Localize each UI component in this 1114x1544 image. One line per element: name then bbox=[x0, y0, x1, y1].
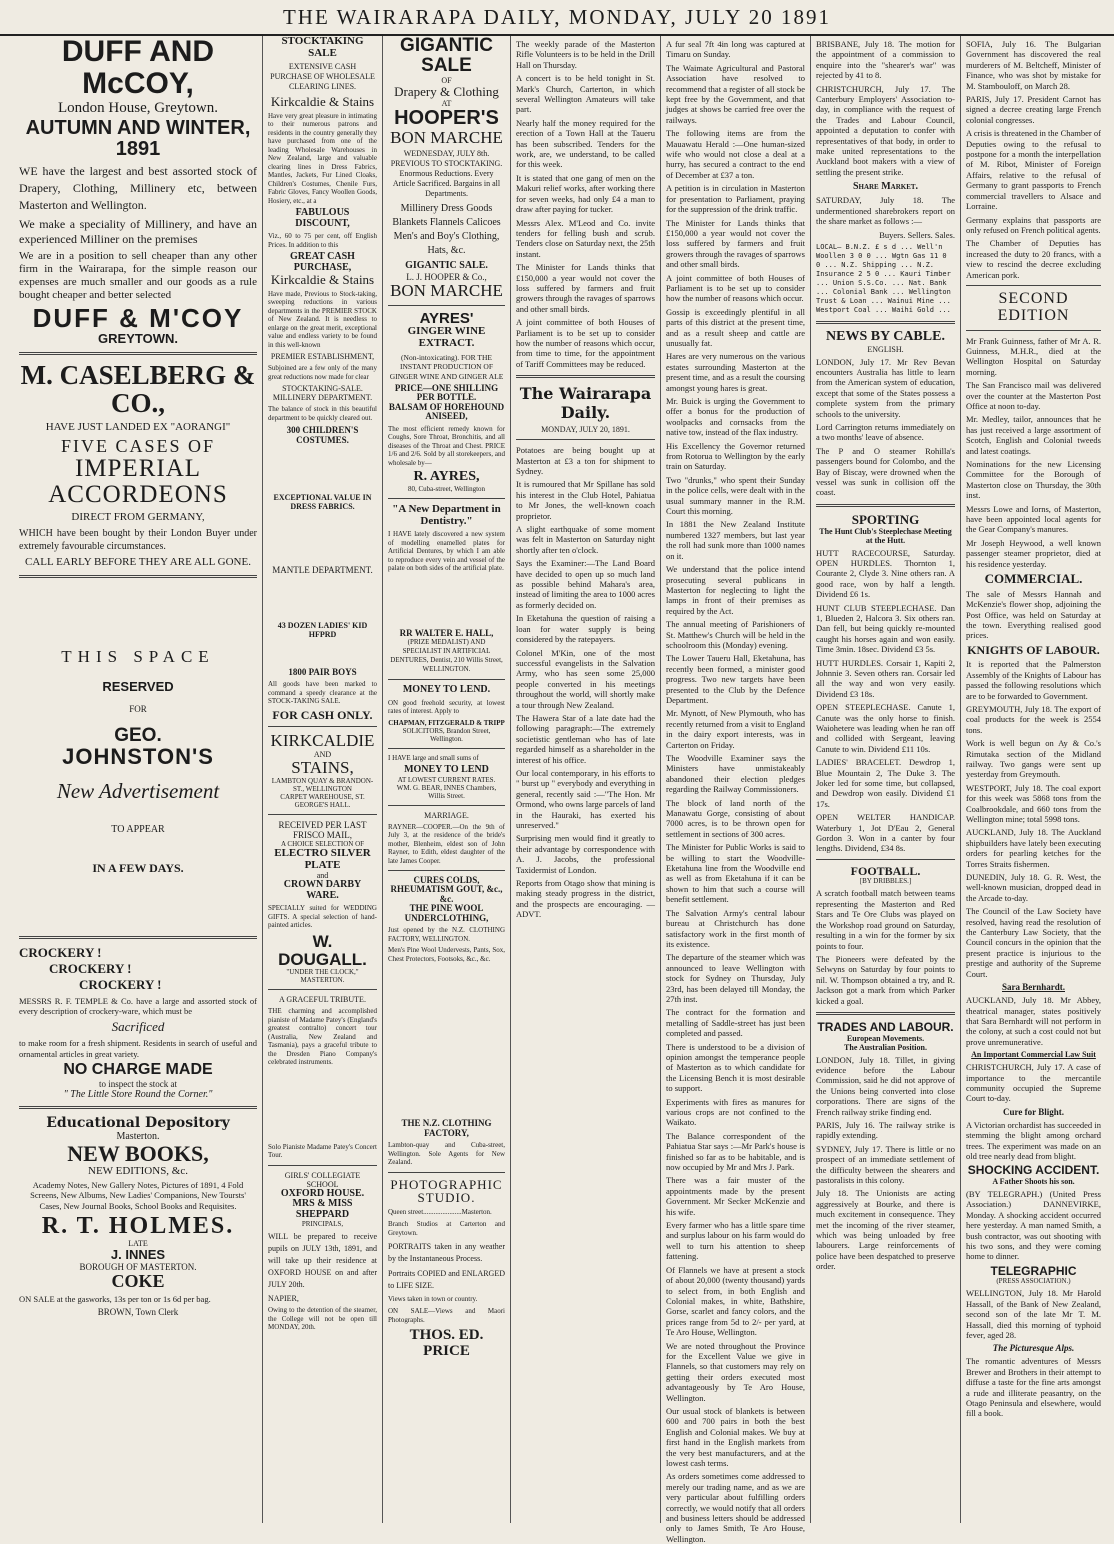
sara-bernhardt: Sara Bernhardt. bbox=[1002, 982, 1065, 993]
oxford-house: OXFORD HOUSE. bbox=[280, 1187, 365, 1199]
gigantic-sale-2: GIGANTIC SALE. bbox=[405, 260, 488, 272]
collegiate: GIRLS' COLLEGIATE SCHOOL bbox=[284, 1170, 361, 1189]
kirkcaldie-heading-1: Kirkcaldie & Stains bbox=[270, 94, 375, 110]
news-paragraph: LONDON, July 17. Mr Rev Bevan encounters Australia has little to learn from the American system of education, except that some of the States possess a complete system from the primary schools to the university. bbox=[816, 356, 955, 419]
divider bbox=[268, 814, 377, 815]
column-1 bbox=[14, 36, 262, 1523]
childrens-costumes: 300 CHILDREN'S COSTUMES. bbox=[286, 425, 359, 446]
divider bbox=[19, 936, 257, 939]
news-paragraph: There was a fair muster of the appointments made by the present Government. Mr Secker McKenzie and his wife. bbox=[666, 1175, 805, 1217]
ginger-text: (Non-intoxicating). FOR THE INSTANT PRODUCTION OF GINGER WINE AND GINGER ALE bbox=[389, 352, 504, 381]
no-charge: NO CHARGE MADE bbox=[63, 1061, 213, 1079]
portraits-copied: Portraits COPIED and ENLARGED to LIFE SIZE. bbox=[388, 1268, 505, 1290]
column-2 bbox=[262, 36, 382, 1523]
price: THOS. ED. PRICE bbox=[409, 1326, 484, 1359]
news-paragraph: A scratch football match between teams representing the Masterton and Red Stars and Te Ore Clubs was played on the Workshop road ground on Saturday, resulting in a win for the former by six points to four. bbox=[816, 888, 955, 951]
news-paragraph: A fur seal 7ft 4in long was captured at Timaru on Sunday. bbox=[666, 39, 805, 60]
news-paragraph: Says the Examiner:—The Land Board have decided to open up so much land as possible behind Mahara's area, instead of limiting the area to 1000 acres as formerly decided on. bbox=[516, 558, 655, 610]
at-label: AT bbox=[441, 98, 452, 108]
maori-photos: ON SALE—Views and Maori Photographs. bbox=[388, 1306, 505, 1324]
gigantic-sale: GIGANTIC SALE bbox=[400, 35, 493, 76]
second-edition: SECOND EDITION bbox=[997, 289, 1070, 324]
commercial-law-suit: An Important Commercial Law Suit bbox=[971, 1050, 1096, 1060]
divider bbox=[388, 1172, 505, 1173]
divider bbox=[388, 870, 505, 871]
news-paragraph: The P and O steamer Rohilla's passengers bound for Colombo, and the Bay of Biscay, were drowned when the vessel was sunk in collision off the coast. bbox=[816, 445, 955, 498]
divider bbox=[966, 285, 1101, 286]
news-paragraph: A slight earthquake of some moment was felt in Masterton on Saturday night shortly after ten o'clock. bbox=[516, 524, 655, 555]
news-paragraph: A joint committee of both Houses of Parliament is to be set up to consider how the number of reasons which occur. bbox=[666, 272, 805, 304]
johnston-label: JOHNSTON'S bbox=[62, 744, 214, 770]
books-list: Academy Notes, New Gallery Notes, Pictures of 1891, 4 Fold Screens, New Albums, New Ladies' Companions, New Toursts' Cases, New Journal Books, School Books and Requisites. bbox=[30, 1180, 246, 1211]
commercial: COMMERCIAL. bbox=[984, 571, 1083, 587]
patey-text: Solo Pianiste Madame Patey's Concert Tour. bbox=[268, 1142, 377, 1160]
share-columns: Buyers. Sellers. Sales. bbox=[879, 229, 955, 240]
stocktaking-heading: STOCKTAKING SALE bbox=[281, 35, 364, 59]
holmes-late: LATE bbox=[128, 1239, 148, 1249]
column-7 bbox=[960, 36, 1106, 1523]
news-paragraph: The departure of the steamer which was announced to leave Wellington with stock for Sydney on Thursday, July 23rd, has been delayed till Monday, the 27th inst. bbox=[666, 952, 805, 1004]
new-books: NEW BOOKS, bbox=[67, 1140, 209, 1166]
photographic: PHOTOGRAPHIC STUDIO. bbox=[390, 1176, 503, 1206]
drapery-clothing: Drapery & Clothing bbox=[394, 83, 499, 99]
crockery-2: CROCKERY ! bbox=[49, 960, 132, 976]
news-by-cable: NEWS BY CABLE. bbox=[826, 328, 945, 344]
news-paragraph: The block of land north of the Manawatu Gorge, consisting of about 7000 acres, is to be thrown open for settlement in sections of 300 acres. bbox=[666, 797, 805, 839]
news-paragraph: It is reported that the Palmerston Assembly of the Knights of Labour has passed the following resolutions which are to be forwarded to Government. bbox=[966, 659, 1101, 701]
divider bbox=[388, 805, 505, 806]
cash-only: FOR CASH ONLY. bbox=[272, 707, 373, 722]
large-sums: I HAVE large and small sums of bbox=[388, 753, 479, 762]
divider bbox=[816, 1012, 955, 1015]
news-paragraph: Nominations for the new Licensing Committee for the Borough of Masterton close on Thursday, the 30th inst. bbox=[966, 459, 1101, 501]
napier: NAPIER, bbox=[268, 1294, 299, 1304]
news-paragraph: The annual meeting of Parishioners of St. Matthew's Church will be held in the schoolroom this (Monday) evening. bbox=[666, 619, 805, 650]
divider bbox=[516, 439, 655, 440]
balsam: BALSAM OF HOREHOUND ANISEED, bbox=[388, 401, 505, 422]
town-clerk: BROWN, Town Clerk bbox=[97, 1307, 179, 1318]
hunt-club: The Hunt Club's Steeplechase Meeting at the Hutt. bbox=[819, 526, 952, 545]
ayres: AYRES' bbox=[419, 309, 474, 327]
news-paragraph: There is understood to be a division of opinion amongst the temperance people of Masterton as to which candidate for the Licensing Bench it is most desirable to support. bbox=[666, 1041, 805, 1094]
dribbles: [BY DRIBBLES.] bbox=[859, 877, 912, 886]
news-paragraph: In 1881 the New Zealand Institute numbered 1327 members, but last year the roll had sunk more than 1000 names on it. bbox=[666, 519, 805, 561]
hooper-co: L. J. HOOPER & Co., bbox=[406, 271, 487, 282]
dentistry-text: I HAVE lately discovered a new system of modelling enamelled plates for Artificial Dentures, by which I am able to reproduce every vein and vessel of the palate on both sides of the artificial plate. bbox=[388, 530, 505, 573]
mantle-dept: MANTLE DEPARTMENT. bbox=[272, 565, 373, 576]
divider bbox=[388, 305, 505, 306]
money-to-lend-2: MONEY TO LEND bbox=[404, 764, 489, 776]
money-to-lend: MONEY TO LEND. bbox=[402, 684, 491, 696]
walter-hall-sub: (PRIZE MEDALIST) AND SPECIALIST IN ARTIFICIAL DENTURES, Dentist, 210 Willis Street, WELLINGTON. bbox=[390, 638, 503, 674]
news-paragraph: The following items are from the Mauawatu Herald :—One human-sized wife who would not close a deal at a hurry, has secured a contract to the end of December at £37 a ton. bbox=[666, 128, 805, 180]
kirkcaldie-heading-2: Kirkcaldie & Stains bbox=[270, 272, 375, 288]
dougall: W. DOUGALL. bbox=[278, 931, 367, 969]
crockery-3: CROCKERY ! bbox=[79, 976, 162, 992]
five-cases: FIVE CASES OF bbox=[60, 435, 216, 456]
cuba-street: 80, Cuba-street, Wellington bbox=[407, 484, 486, 493]
dentistry: "A New Department in Dentistry." bbox=[392, 502, 501, 527]
news-paragraph: A crisis is threatened in the Chamber of Deputies owing to the refusal to postpone for a month the interpellation of M. Ribot, Minister of Foreign Affairs, relative to the refusal of Germany to grant passports to French commercial travellers to Alsace and Lorraine. bbox=[966, 128, 1101, 212]
news-paragraph: HUNT CLUB STEEPLECHASE. Dan 1, Blueden 2, Halcora 3. Six others ran. Dan fell, but being quickly re-mounted caught his horses again and won easily. Time 3min. 18sec. Dividend £3 5s. bbox=[816, 602, 955, 655]
and-label: and bbox=[316, 871, 329, 881]
column-4 bbox=[510, 36, 660, 1523]
premier-establishment: PREMIER ESTABLISHMENT, bbox=[270, 352, 375, 362]
divider bbox=[816, 504, 955, 507]
news-paragraph: SYDNEY, July 17. There is little or no prospect of an immediate settlement of the difficulty between the shearers and pastoralists in this colony. bbox=[816, 1143, 955, 1186]
kirkcaldie-text-1: Have very great pleasure in intimating to their numerous patrons and residents in the country generally they have purchased from one of the leading Wholesale Warehouses in New Zealand, large and valuable clearing lines in Dress Fabrics, Mantles, Jackets, Fur Lined Cloaks, Children's Costumes, Chenile Furs, Fabric Gloves, Fancy Woollen Goods, Hosiery, etc., at a bbox=[268, 111, 377, 205]
news-paragraph: Work is well begun on Ay & Co.'s Rimutaka section of the Midland railway. Two gangs were sent up yesterday from Greymouth. bbox=[966, 738, 1101, 780]
news-paragraph: July 18. The Unionists are acting aggressively at Bourke, and there is much excitement in consequence. They met the incoming of the river steamer, which was being unloaded by free labourers. Large reinforcements of police have been despatched to preserve order. bbox=[816, 1188, 955, 1272]
caselberg-text: WHICH have been bought by their London Buyer under extremely favourable circumstances. bbox=[19, 528, 257, 553]
ladies-kid: 43 DOZEN LADIES' KID HFPRD bbox=[277, 621, 368, 640]
cures-colds: CURES COLDS, RHEUMATISM GOUT, &c., &c. bbox=[390, 875, 503, 904]
news-paragraph: We understand that the police intend prosecuting several publicans in Masterton for neglecting to light the lamps in front of their premises as required by the Act. bbox=[666, 564, 805, 616]
call-early: CALL EARLY BEFORE THEY ARE ALL GONE. bbox=[25, 556, 251, 569]
news-paragraph: DUNEDIN, July 18. G. R. West, the well-known musician, dropped dead in the Arcade to-day. bbox=[966, 872, 1101, 903]
news-paragraph: PARIS, July 17. President Carnot has signed a decree creating large French colonial congresses. bbox=[966, 94, 1101, 125]
views: Views taken in town or country. bbox=[388, 1294, 478, 1303]
hoopers: HOOPER'S bbox=[394, 106, 499, 129]
news-paragraph: Surprising men would find it greatly to their advantage by correspondence with A. J. Jacobs, the professional Taxidermist of London. bbox=[516, 833, 655, 875]
duff-mccoy-signature: DUFF & M'COY bbox=[32, 303, 244, 333]
principals: PRINCIPALS, bbox=[301, 1220, 344, 1229]
masthead bbox=[0, 0, 1114, 36]
lowest-rates: AT LOWEST CURRENT RATES. bbox=[397, 775, 496, 784]
telegraphic: TELEGRAPHIC bbox=[990, 1263, 1077, 1278]
duff-mccoy-text-2: We make a speciality of Millinery, and have an experienced Milliner on the premises bbox=[19, 217, 257, 246]
knights-labour: KNIGHTS OF LABOUR. bbox=[967, 642, 1100, 657]
duff-mccoy-text-3: We are in a position to sell cheaper than any other firm in the Wairarapa, for the simple reason our expenses are much smaller and our goods as a rule bought cheaper and better selected bbox=[19, 250, 257, 301]
lambton-quay: LAMBTON QUAY & BRANDON-ST., WELLINGTON bbox=[271, 777, 374, 794]
news-paragraph: GREYMOUTH, July 18. The export of coal products for the week is 2554 tons. bbox=[966, 703, 1101, 735]
news-paragraph: The Minister for Lands thinks that £150,000 a year would not cover the loss suffered by farmers and fruit growers through the ravages of sparrows and other small birds. bbox=[516, 262, 655, 314]
news-paragraph: We are noted throughout the Province for the Excellent Value we give in Flannels, so that customers may rely on getting their orders executed most advantageously by Te Aro House, Wellington. bbox=[666, 1340, 805, 1403]
news-paragraph: As orders sometimes come addressed to merely our trading name, and as we are very particular about fulfilling orders correctly, we would notify that all orders and business letters should be addressed only to James Smith, Te Aro House, Wellington. bbox=[666, 1471, 805, 1544]
column-5 bbox=[660, 36, 810, 1544]
news-paragraph: LADIES' BRACELET. Dewdrop 1, Blue Mountain 2, The Duke 3. The Joker led for some time, but collapsed, and Dewdrop won easily. Dividend £1 17s. bbox=[816, 757, 955, 809]
news-paragraph: Hares are very numerous on the various estates surrounding Masterton at the present time, and as a result the coursing amongst young hares is great. bbox=[666, 351, 805, 393]
filler-text bbox=[268, 642, 377, 664]
in-few-days: IN A FEW DAYS. bbox=[92, 860, 184, 875]
shocking-accident: SHOCKING ACCIDENT. bbox=[967, 1163, 1100, 1178]
borough: BOROUGH OF MASTERTON. bbox=[79, 1262, 197, 1273]
crockery-1: CROCKERY ! bbox=[19, 944, 102, 960]
news-paragraph: The Chamber of Deputies has increased the duty to 20 francs, with a view to rescind the decree excluding American pork. bbox=[966, 238, 1101, 280]
news-paragraph: Every farmer who has a little spare time and surplus labour on his farm would do well to turn his attention to sheep fattening. bbox=[666, 1220, 805, 1262]
trades-labour: TRADES AND LABOUR. bbox=[817, 1019, 954, 1034]
bear: WM. G. BEAR, INNES Chambers, Willis Street. bbox=[396, 783, 497, 800]
balsam-text: The most efficient remedy known for Coughs, Sore Throat, Bronchitis, and all diseases of the Throat and Chest. PRICE 1/6 and 2/6. Sold by all storekeepers, and wholesale by— bbox=[388, 424, 505, 467]
news-paragraph: CHRISTCHURCH, July 17. A case of importance to the mercantile community occupied the Supreme Court to-day. bbox=[966, 1062, 1101, 1104]
news-paragraph: WESTPORT, July 18. The coal export for this week was 5868 tons from the Coalbrookdale, and 660 tons from the Wellington mine; total 5998 tons. bbox=[966, 782, 1101, 825]
share-market-heading: Share Market. bbox=[852, 181, 919, 193]
kirkcaldie-text-3: Have made, Previous to Stock-taking, sweeping reductions in various departments in the PREMIER STOCK of New Zealand. It is needless to enlarge on the great merit, exceptional value and endless variety to be found in this well-known bbox=[268, 289, 377, 349]
divider bbox=[388, 679, 505, 680]
millinery-text: The balance of stock in this beautiful department to be quickly cleared out. bbox=[268, 405, 377, 422]
carpet-warehouse: CARPET WAREHOUSE, ST. GEORGE'S HALL. bbox=[280, 793, 365, 810]
reserved: RESERVED bbox=[102, 678, 174, 694]
temple-text: MESSRS R. F. TEMPLE & Co. have a large and assorted stock of every description of crockery-ware, which must be bbox=[19, 995, 257, 1016]
hooper-list: Millinery Dress Goods Blankets Flannels Calicoes Men's and Boy's Clothing, Hats, &c. bbox=[392, 203, 501, 257]
news-paragraph: Mr. Buick is urging the Government to offer a bonus for the production of woolpacks and cornsacks from the native tow, instead of the flax industry. bbox=[666, 396, 805, 438]
chapman: CHAPMAN, FITZGERALD & TRIPP bbox=[388, 718, 505, 727]
news-paragraph: Lord Carrington returns immediately on a two months' leave of absence. bbox=[816, 422, 955, 443]
editorial-date: MONDAY, JULY 20, 1891. bbox=[541, 425, 630, 435]
father-shoots: A Father Shoots his son. bbox=[992, 1176, 1075, 1186]
kirkcaldie-text-4: Subjoined are a few only of the many great reductions now made for clear bbox=[268, 364, 377, 381]
nz-clothing-factory: THE N.Z. CLOTHING FACTORY, bbox=[401, 1118, 492, 1138]
football: FOOTBALL. bbox=[850, 863, 921, 878]
news-paragraph: Colonel M'Kin, one of the most successful evangelists in the Salvation Army, who has seen some 25,000 people converted in his meetings throughout the world, will shortly make a tour through New Zealand. bbox=[516, 647, 655, 710]
news-paragraph: In Eketahuna the question of raising a loan for water supply is being considered by the ratepayers. bbox=[516, 613, 655, 645]
stocktaking-sale: STOCKTAKING-SALE. bbox=[282, 384, 363, 394]
crown-darby: CROWN DARBY WARE. bbox=[283, 879, 362, 901]
duff-mccoy-heading: DUFF AND McCOY, bbox=[61, 35, 215, 100]
r-ayres: R. AYRES, bbox=[413, 469, 480, 485]
share-table: LOCAL— B.N.Z. £ s d ... Well'n Woollen 3 0 0 ... Wgtn Gas 11 0 0 ... N.Z. Shipping ... N.Z. Insurance 2 5 0 ... Kauri Timber ... Union S.S.Co. ... Nat. Bank ... Colonial Bank ... Wellington Trust & Loan ... Wainui Mine ... Westport Coal ... Waihi Gold ... bbox=[816, 242, 951, 314]
news-paragraph: The Woodville Examiner says the Ministers have unmistakeably abandoned their election pledges regarding the Railway Commissioners. bbox=[666, 753, 805, 795]
under-clock: "UNDER THE CLOCK," MASTERTON. bbox=[286, 968, 359, 985]
graceful-tribute: A GRACEFUL TRIBUTE. bbox=[279, 995, 366, 1005]
accordeons-heading: IMPERIAL ACCORDEONS bbox=[48, 454, 228, 508]
news-paragraph: Of Flannels we have at present a stock of about 20,000 (twenty thousand) yards to select from, in both English and Colonial makes, in white, Bathshire, Gorse, scarlet and fancy colors, and the prices range from 5d to 2/- per yard, at Te Aro House, Wellington. bbox=[666, 1264, 805, 1338]
cure-blight: Cure for Blight. bbox=[1003, 1106, 1064, 1117]
columns bbox=[14, 35, 1106, 1544]
news-paragraph: The Minister for Lands thinks that £150,000 a year would not cover the loss suffered by farmers and fruit growers through the ravages of sparrows and other small birds. bbox=[666, 217, 805, 270]
innes: J. INNES bbox=[110, 1247, 166, 1263]
duff-mccoy-text-1: WE have the largest and best assorted stock of Drapery, Clothing, Millinery etc, between Masterton and Wellington. bbox=[19, 164, 257, 212]
kirkcaldie-big: KIRKCALDIE bbox=[270, 731, 375, 751]
ginger-wine: GINGER WINE EXTRACT. bbox=[407, 325, 486, 349]
masthead-title: THE WAIRARAPA DAILY, MONDAY, JULY 20 1891 bbox=[282, 5, 832, 29]
filler-text bbox=[268, 1070, 377, 1140]
news-paragraph: The sale of Messrs Hannah and McKenzie's flower shop, adjoining the Post Office, was held on Saturday at the town. Everything realised good prices. bbox=[966, 588, 1101, 641]
fabulous-discount: FABULOUS DISCOUNT, bbox=[295, 207, 350, 229]
divider bbox=[516, 375, 655, 378]
money-text: ON good freehold security, at lowest rates of interest. Apply to bbox=[388, 698, 505, 716]
kirkcaldie-text-2: Viz., 60 to 75 per cent, off English Prices. In addition to this bbox=[268, 232, 377, 249]
bon-marche: BON MARCHE bbox=[390, 127, 503, 147]
news-paragraph: Gossip is exceedingly plentiful in all parts of this district at the present time, and as a result sheep and cattle are unusually fat. bbox=[666, 306, 805, 348]
share-market-intro: SATURDAY, July 18. The undermentioned sharebrokers report on the share market as follows :— bbox=[816, 195, 955, 227]
branch-studios: Branch Studios at Carterton and Greytown. bbox=[388, 1219, 505, 1237]
divider bbox=[19, 352, 257, 355]
news-paragraph: PARIS, July 16. The railway strike is rapidly extending. bbox=[816, 1119, 955, 1141]
news-paragraph: Messrs Lowe and Iorns, of Masterton, have been appointed local agents for the Gear Company's manures. bbox=[966, 503, 1101, 535]
direct-germany: DIRECT FROM GERMANY, bbox=[71, 511, 205, 524]
dress-fabrics: EXCEPTIONAL VALUE IN DRESS FABRICS. bbox=[273, 493, 372, 512]
news-paragraph: A joint committee of both Houses of Parliament is to be set up to consider how the number of reasons which occur, from time to time, for the appointment of Tariff Committees may be reduced. bbox=[516, 317, 655, 369]
kirkcaldie-and: AND bbox=[313, 750, 332, 760]
news-paragraph: The Council of the Law Society have resolved, having read the resolution of the Canterbury Law Society, that the Council concurs in the opinion that the present practice is injurious to the prestige and authority of the Supreme Court. bbox=[966, 906, 1101, 979]
news-paragraph: A petition is in circulation in Masterton for presentation to Parliament, praying for the suppression of the drink traffic. bbox=[666, 183, 805, 215]
news-paragraph: OPEN WELTER HANDICAP. Waterbury 1, Jot D'Eau 2, General Gordon 3. Won in a canter by four lengths. Dividend, £34 8s. bbox=[816, 812, 955, 854]
hooper-text: WEDNESDAY, JULY 8th. PREVIOUS TO STOCKTAKING. Enormous Reductions. Every Article Sacrificed. Bargains in all Departments. bbox=[390, 149, 503, 199]
news-paragraph: It is rumoured that Mr Spillane has sold his interest in the Club Hotel, Pahiatua to Mr Jones, the well-known coach proprietor. bbox=[516, 479, 655, 521]
collegiate-text: WILL be prepared to receive pupils on JULY 13th, 1891, and will take up their residence at OXFORD HOUSE on and after JULY 20th. bbox=[268, 1232, 377, 1290]
electro-silver: ELECTRO SILVER PLATE bbox=[274, 847, 371, 871]
divider bbox=[268, 989, 377, 990]
filler-text bbox=[388, 966, 505, 1116]
news-paragraph: Two "drunks," who spent their Sunday in the police cells, were dealt with in the usual summary manner in the R.M. Court this morning. bbox=[666, 474, 805, 517]
walter-hall: RR WALTER E. HALL, bbox=[399, 627, 494, 638]
stains-big: STAINS, bbox=[291, 758, 354, 778]
press-assoc: (PRESS ASSOCIATION.) bbox=[996, 1277, 1071, 1286]
filler-text bbox=[268, 578, 377, 618]
filler-text bbox=[388, 576, 505, 626]
filler-text bbox=[268, 448, 377, 490]
marriage: MARRIAGE. bbox=[424, 810, 469, 820]
divider bbox=[268, 726, 377, 727]
edu-town: Masterton. bbox=[116, 1130, 160, 1142]
news-paragraph: BRISBANE, July 18. The motion for the appointment of a commission to enquire into the "shearer's war" was rejected by 41 to 8. bbox=[816, 39, 955, 81]
caselberg-landed: HAVE JUST LANDED EX "AORANGI" bbox=[45, 420, 231, 433]
bon-marche-2: BON MARCHE bbox=[390, 280, 503, 300]
sheppard: MRS & MISS SHEPPARD bbox=[292, 1198, 353, 1220]
pine-items: Men's Pine Wool Undervests, Pants, Sox, Chest Protectors, Footsoks, &c., &c. bbox=[388, 946, 505, 963]
european: European Movements. bbox=[846, 1033, 925, 1043]
geo-label: GEO. bbox=[114, 724, 162, 746]
news-paragraph: HUTT RACECOURSE, Saturday. OPEN HURDLES. Thornton 1, Courante 2, Clyde 3. Nine others ran. A good race, won by half a length. Dividend £6 1s. bbox=[816, 547, 955, 600]
great-cash-purchase: GREAT CASH PURCHASE, bbox=[290, 251, 355, 273]
news-paragraph: A concert is to be held tonight in St. Mark's Church, Carterton, in which several Wellington Amateurs will take part. bbox=[516, 73, 655, 115]
news-paragraph: SOFIA, July 16. The Bulgarian Government has discovered the real murderers of M. Beltcheff, Minister of Finance, who was shot by mistake for M. Stambouloff, on March 28. bbox=[966, 39, 1101, 91]
marriage-text: RAYNER—COOPER.—On the 9th of July 3, at the residence of the bride's mother, Blenheim, eldest son of John Rayner, to Edith, eldest daughter of the late James Cooper. bbox=[388, 822, 505, 865]
news-paragraph: Germany explains that passports are only refused on French political agents. bbox=[966, 214, 1101, 235]
news-paragraph: Experiments with fires as manures for various crops are not confined to the Waikato. bbox=[666, 1096, 805, 1128]
column-3 bbox=[382, 36, 510, 1523]
this-space: THIS SPACE bbox=[61, 647, 215, 667]
news-paragraph: Mr Joseph Heywood, a well known passenger steamer proprietor, died at his residence yesterday. bbox=[966, 537, 1101, 569]
divider bbox=[19, 575, 257, 578]
news-paragraph: Reports from Otago show that mining is making steady progress in the district, and the prospects are encouraging. —ADVT. bbox=[516, 878, 655, 920]
for-label: FOR bbox=[129, 703, 147, 714]
news-paragraph: Mr. Medley, tailor, announces that he has just received a large assortment of Scotch, English and Colonial tweeds and latest coatings. bbox=[966, 414, 1101, 456]
english-label: ENGLISH. bbox=[867, 344, 904, 354]
news-paragraph: It is stated that one gang of men on the Makuri relief works, after working there for seven weeks, had only £4 a man to draw after paying for tucker. bbox=[516, 172, 655, 215]
caselberg-heading: M. CASELBERG & CO., bbox=[20, 359, 256, 419]
editorial-title: The Wairarapa Daily. bbox=[519, 384, 652, 423]
divider bbox=[388, 498, 505, 499]
column-6 bbox=[810, 36, 960, 1523]
duff-mccoy-location: London House, Greytown. bbox=[58, 100, 218, 116]
news-paragraph: Potatoes are being bought up at Masterton at £3 a ton for shipment to Sydney. bbox=[516, 445, 655, 476]
portraits: PORTRAITS taken in any weather by the Instantaneous Process. bbox=[388, 1241, 505, 1263]
news-paragraph: OPEN STEEPLECHASE. Canute 1, Canute was the only horse to finish. Waiohetere was leading when he ran off and collided with Sergeant, leaving Canute to win. Dividend £11 10s. bbox=[816, 702, 955, 754]
one-shilling: PRICE—ONE SHILLING PER BOTTLE. bbox=[394, 383, 499, 403]
news-paragraph: The Pioneers were defeated by the Selwyns on Saturday by four points to nil. W. Thompson obtained a try, and R. Jackson got a mark from which Parker kicked a goal. bbox=[816, 953, 955, 1006]
news-paragraph: Mr Frank Guinness, father of Mr A. R. Guinness, M.H.R., died at the Wellington Hospital on Saturday morning. bbox=[966, 335, 1101, 377]
sporting: SPORTING bbox=[851, 511, 920, 527]
news-paragraph: Our local contemporary, in his efforts to " burst up " everybody and everything in general, recently said :—"The Hon. Mr Ormond, who owns large parcels of land in the Hauraki, has exerted his unreserved." bbox=[516, 767, 655, 830]
edu-heading: Educational Depository bbox=[46, 1114, 230, 1131]
pine-wool: THE PINE WOOL UNDERCLOTHING, bbox=[404, 903, 489, 923]
boys-pairs: 1800 PAIR BOYS bbox=[288, 667, 357, 678]
news-paragraph: His Excellency the Governor returned from Rotorua to Wellington by the early train on Saturday. bbox=[666, 440, 805, 472]
divider bbox=[966, 330, 1101, 331]
news-paragraph: Messrs Alex. M'Leod and Co. invite tenders for felling bush and scrub. Tenders close on Saturday next, the 25th instant. bbox=[516, 217, 655, 259]
sacrificed: Sacrificed bbox=[111, 1019, 165, 1035]
divider bbox=[268, 1165, 377, 1166]
new-editions: NEW EDITIONS, &c. bbox=[88, 1165, 188, 1178]
of-label: OF bbox=[441, 75, 452, 85]
news-paragraph: The Waimate Agricultural and Pastoral Association have resolved to recommend that a register of all stock be kept free by the Government, and that judges at shows be carried free over the railways. bbox=[666, 62, 805, 125]
little-store: " The Little Store Round the Corner." bbox=[63, 1088, 213, 1100]
divider bbox=[19, 1106, 257, 1109]
news-paragraph: The Lower Taueru Hall, Eketahuna, has recently been formed, a minister good progress. Two new targets have been presented to the Club by the Defence Department. bbox=[666, 653, 805, 705]
to-appear: TO APPEAR bbox=[111, 823, 165, 835]
divider bbox=[816, 321, 955, 324]
picturesque-alps: The Picturesque Alps. bbox=[992, 1343, 1075, 1354]
news-paragraph: The San Francisco mail was delivered over the counter at the Masterton Post Office at noon to-day. bbox=[966, 380, 1101, 411]
news-paragraph: The Hawera Star of a late date had the following paragraph:—The extremely societistic gentleman who has of late regarded himself as a shareholder in the interest of his office. bbox=[516, 712, 655, 765]
stocktaking-sub: EXTENSIVE CASH PURCHASE OF WHOLESALE CLEARING LINES. bbox=[270, 62, 375, 92]
holmes: R. T. HOLMES. bbox=[41, 1213, 235, 1240]
autumn-winter-heading: AUTUMN AND WINTER, 1891 bbox=[25, 117, 251, 160]
tribute-text: THE charming and accomplished pianiste of Madame Patey's (England's greatest contralto) concert tour (Australia, New Zealand and Tasmania), pays a graceful tribute to the Dresden Piano Company's celebrated instruments. bbox=[268, 1007, 377, 1067]
choice-selection: A CHOICE SELECTION OF bbox=[280, 840, 365, 849]
solicitors: SOLICITORS, Brandon Street, Wellington. bbox=[402, 726, 491, 743]
news-paragraph: AUCKLAND, July 18. Mr Abbey, theatrical manager, states positively that Sara Bernhardt will not perform in the colony, at such a cost could not but prove unremunerative. bbox=[966, 995, 1101, 1047]
marked-text: All goods have been marked to command a speedy clearance at the STOCK-TAKING SALE. bbox=[268, 680, 377, 706]
millinery-dept: MILLINERY DEPARTMENT. bbox=[272, 393, 373, 403]
australian: The Australian Position. bbox=[844, 1042, 927, 1052]
news-paragraph: Our usual stock of blankets is between 600 and 700 pairs in both the best English and Colonial makes. We buy at first hand in the English markets from the very best manufacturers, and at the lowest cash terms. bbox=[666, 1405, 805, 1468]
news-paragraph: A Victorian orchardist has succeeded in stemming the blight among orchard trees. The experiment was made on an old tree nearly dead from blight. bbox=[966, 1119, 1101, 1161]
received-frisco: RECEIVED PER LAST FRISCO MAIL, bbox=[278, 820, 367, 841]
news-paragraph: WELLINGTON, July 18. Mr Harold Hassall, of the Bank of New Zealand, second son of the late Mr T. M. Hassall, died this morning of typhoid fever, aged 28. bbox=[966, 1288, 1101, 1341]
news-paragraph: The Salvation Army's central labour bureau at Christchurch has done satisfactory work in the first month of its existence. bbox=[666, 907, 805, 949]
news-paragraph: The romantic adventures of Messrs Brewer and Brothers in their attempt to diffuse a taste for the fine arts amongst a rude and illiterate peasantry, on the Otago Peninsula and elsewhere, would fill a book. bbox=[966, 1356, 1101, 1419]
coke-text: ON SALE at the gasworks, 13s per ton or 1s 6d per bag. bbox=[19, 1293, 211, 1304]
news-paragraph: HUTT HURDLES. Corsair 1, Kapiti 2, Johnnie 3. Seven others ran. Corsair led all the way and won very easily. Dividend £3 18s. bbox=[816, 657, 955, 699]
news-paragraph: The Balance correspondent of the Pahiatua Star says :—Mr Park's house is finished so far as to be habitable, and is now occupied by Mr and Mrs J. Park. bbox=[666, 1130, 805, 1173]
filler-text bbox=[268, 514, 377, 562]
steamer-text: Owing to the detention of the steamer, the College will not be open till MONDAY, 20th. bbox=[268, 1306, 377, 1332]
divider bbox=[388, 748, 505, 749]
news-paragraph: Nearly half the money required for the erection of a Town Hall at the Taueru has been subscribed. Tenders for the work, are, we understand, to be called for this week. bbox=[516, 117, 655, 170]
news-paragraph: Mr. Mynott, of New Plymouth, who has recently returned from a visit to England in the dairy export interests, was in Carterton on Friday. bbox=[666, 708, 805, 750]
factory-text: Lambton-quay and Cuba-street, Wellington. Sole Agents for New Zealand. bbox=[388, 1141, 505, 1167]
temple-text-2: to make room for a fresh shipment. Residents in search of useful and ornamental articles in great variety. bbox=[19, 1038, 257, 1059]
pine-text: Just opened by the N.Z. CLOTHING FACTORY, WELLINGTON. bbox=[388, 926, 505, 943]
news-paragraph: LONDON, July 18. Tillet, in giving evidence before the Labour Commission, said he did not approve of the Unions being converted into close corporations. There are signs of the French railway strike finding end. bbox=[816, 1054, 955, 1117]
news-paragraph: The contract for the formation and metalling of Saddle-street has just been completed and passed. bbox=[666, 1007, 805, 1039]
duff-mccoy-town: GREYTOWN. bbox=[98, 331, 178, 347]
news-paragraph: The weekly parade of the Masterton Rifle Volunteers is to be held in the Drill Hall on Thursday. bbox=[516, 39, 655, 70]
news-paragraph: AUCKLAND, July 18. The Auckland shipbuilders have lately been executing orders for pearling ketches for the Torres Straits fishermen. bbox=[966, 827, 1101, 869]
coke: COKE bbox=[111, 1271, 165, 1292]
new-advertisement: New Advertisement bbox=[56, 778, 220, 803]
divider bbox=[816, 859, 955, 860]
news-paragraph: CHRISTCHURCH, July 17. The Canterbury Employers' Association to-day, in compliance with the request of the Trades and Labour Council, appointed a deputation to confer with representatives of that body, in order to make united representations to the Auckland boot makers with a view of settling the present strike. bbox=[816, 83, 955, 177]
queen-street: Queen street......................Masterton. bbox=[388, 1207, 492, 1216]
news-paragraph: (BY TELEGRAPH.) (United Press Association.) DANNEVIRKE, Monday. A shocking accident occurred here yesterday. A man named Smith, a bush contractor, was out shooting with his two sons, and they were coming home to dinner. bbox=[966, 1188, 1101, 1262]
wedding-gifts: SPECIALLY suited for WEDDING GIFTS. A special selection of hand-painted articles. bbox=[268, 904, 377, 930]
news-paragraph: The Minister for Public Works is said to be willing to start the Woodville-Eketahuna line from the Woodville end as well as from Eketahuna if it can be shown to him that such a course will benefit settlement. bbox=[666, 842, 805, 905]
inspect: to inspect the stock at bbox=[99, 1078, 177, 1089]
